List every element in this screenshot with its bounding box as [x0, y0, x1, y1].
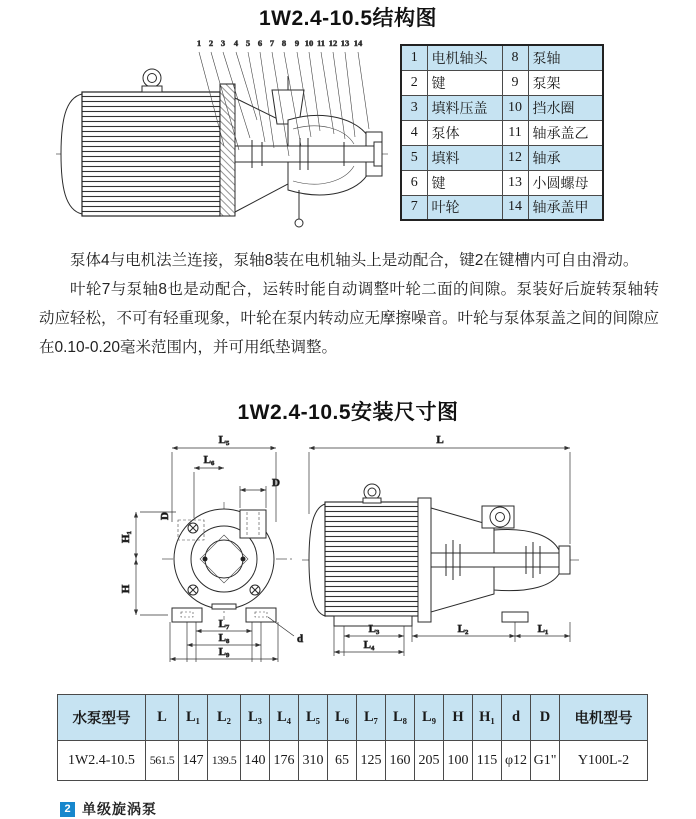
paragraph: 泵体4与电机法兰连接，泵轴8装在电机轴头上是动配合，键2在键槽内可自由滑动。 — [70, 252, 639, 269]
motor-side — [309, 484, 418, 626]
table-row — [401, 95, 603, 120]
column-header: L₄ — [270, 695, 299, 741]
callout-number: 13 — [340, 38, 350, 48]
column-header: L₇ — [357, 695, 386, 741]
paragraph: 叶轮7与泵轴8也是动配合，运转时能自动调整叶轮二面的间隙。泵装好后旋转泵轴转动应轻松，不可有轻重现象，叶轮在泵内转动应无摩擦噪音。叶轮与泵体泵盖之间的间隙应在0.10-0.20毫米范围内，并可用纸垫调整。 — [39, 281, 660, 356]
section-label: 单级旋涡泵 — [82, 801, 157, 817]
column-header: L₁ — [179, 695, 208, 741]
callout-number: 9 — [294, 38, 300, 48]
suction-port — [240, 510, 266, 538]
dim-label-L1: L₁ — [537, 623, 549, 635]
column-header: H — [444, 695, 473, 741]
motor-end-cap — [61, 94, 82, 214]
part-name: 泵架 — [528, 70, 603, 95]
table-row — [401, 120, 603, 145]
callout-number: 6 — [257, 38, 263, 48]
table-row — [401, 195, 603, 220]
part-number: 5 — [401, 145, 427, 170]
part-number: 8 — [502, 45, 528, 70]
part-name: 轴承盖乙 — [528, 120, 603, 145]
callout-number: 2 — [208, 38, 214, 48]
callout-number: 8 — [281, 38, 287, 48]
part-name: 键 — [427, 70, 502, 95]
pump-foot — [502, 612, 528, 622]
flange-side — [418, 498, 431, 622]
dim-label-H: H — [120, 584, 132, 594]
part-number: 2 — [401, 70, 427, 95]
part-name: 挡水圈 — [528, 95, 603, 120]
dim-value: 100 — [444, 741, 473, 781]
dim-value: 176 — [270, 741, 299, 781]
part-number: 11 — [502, 120, 528, 145]
column-header: 电机型号 — [560, 695, 648, 741]
part-name: 填料压盖 — [427, 95, 502, 120]
pump-model-value: 1W2.4-10.5 — [58, 741, 146, 781]
dim-value: 115 — [473, 741, 502, 781]
dim-value: G1" — [531, 741, 560, 781]
dim-label-D: D — [272, 477, 280, 489]
dim-label-L9: L₉ — [218, 646, 230, 658]
part-name: 小圆螺母 — [528, 170, 603, 195]
dim-label-L3: L₃ — [368, 623, 380, 635]
part-name: 叶轮 — [427, 195, 502, 220]
next-section-header — [60, 799, 157, 819]
callout-number: 14 — [353, 38, 363, 48]
table-row — [401, 170, 603, 195]
column-header: d — [502, 695, 531, 741]
column-header: 水泵型号 — [58, 695, 146, 741]
dim-value: 147 — [179, 741, 208, 781]
column-header: L₂ — [208, 695, 241, 741]
section-number-badge: 2 — [60, 802, 75, 817]
column-header: L — [146, 695, 179, 741]
part-number: 14 — [502, 195, 528, 220]
dim-label-L2: L₂ — [457, 623, 469, 635]
table-row — [401, 70, 603, 95]
column-header: L₅ — [299, 695, 328, 741]
column-header: L₉ — [415, 695, 444, 741]
dim-value: 125 — [357, 741, 386, 781]
callout-number: 11 — [316, 38, 326, 48]
dim-value: 205 — [415, 741, 444, 781]
motor-model-value: Y100L-2 — [560, 741, 648, 781]
dim-label-L4: L₄ — [363, 639, 375, 651]
part-name: 轴承盖甲 — [528, 195, 603, 220]
part-name: 电机轴头 — [427, 45, 502, 70]
callout-number: 7 — [269, 38, 275, 48]
dimension-table-header — [58, 695, 648, 741]
motor-body — [82, 92, 220, 216]
dim-value: 561.5 — [146, 741, 179, 781]
pump-front-view — [120, 434, 303, 662]
dim-label-L5: L₅ — [218, 434, 230, 446]
part-number: 9 — [502, 70, 528, 95]
part-number: 4 — [401, 120, 427, 145]
column-header: L₈ — [386, 695, 415, 741]
installation-dimensions-diagram — [106, 424, 588, 676]
callout-number: 3 — [220, 38, 226, 48]
motor-flange — [220, 84, 235, 216]
column-header: L₃ — [241, 695, 270, 741]
dim-value: 310 — [299, 741, 328, 781]
part-number: 12 — [502, 145, 528, 170]
column-header: L₆ — [328, 695, 357, 741]
parts-table — [400, 44, 604, 221]
end-port — [559, 546, 570, 574]
dim-label-d: d — [296, 633, 304, 645]
dim-label-H1: H₁ — [120, 531, 132, 543]
install-section-title: 1W2.4-10.5安装尺寸图 — [237, 401, 459, 424]
dim-value: 160 — [386, 741, 415, 781]
callout-number: 5 — [245, 38, 251, 48]
dimension-table-row — [58, 741, 648, 781]
callout-number: 4 — [233, 38, 239, 48]
part-number: 1 — [401, 45, 427, 70]
dim-value: 65 — [328, 741, 357, 781]
column-header: D — [531, 695, 560, 741]
motor — [61, 69, 220, 216]
pump-side — [418, 498, 570, 622]
dim-label-L: L — [436, 434, 444, 446]
part-number: 10 — [502, 95, 528, 120]
part-name: 泵轴 — [528, 45, 603, 70]
pump-side-view — [302, 434, 580, 656]
dim-value: 140 — [241, 741, 270, 781]
part-name: 键 — [427, 170, 502, 195]
callout-number: 1 — [196, 38, 202, 48]
callout-number: 10 — [304, 38, 314, 48]
description-text — [39, 246, 659, 362]
column-header: H₁ — [473, 695, 502, 741]
dim-label-L7: L₇ — [218, 618, 230, 630]
dim-label-D2: D — [159, 512, 171, 520]
table-row — [401, 45, 603, 70]
part-number: 3 — [401, 95, 427, 120]
dimension-table — [57, 694, 648, 781]
part-number: 13 — [502, 170, 528, 195]
part-name: 填料 — [427, 145, 502, 170]
table-row — [401, 145, 603, 170]
part-number: 6 — [401, 170, 427, 195]
dim-value: φ12 — [502, 741, 531, 781]
dim-label-L8: L₈ — [218, 632, 230, 644]
structure-section-title: 1W2.4-10.5结构图 — [258, 7, 438, 30]
pump-shaft — [235, 146, 374, 162]
pump-assembly — [220, 76, 382, 227]
part-name: 轴承 — [528, 145, 603, 170]
part-number: 7 — [401, 195, 427, 220]
dim-label-L6: L₆ — [203, 454, 215, 466]
pump-structure-diagram — [52, 34, 392, 234]
callout-number: 12 — [328, 38, 338, 48]
dim-value: 139.5 — [208, 741, 241, 781]
part-name: 泵体 — [427, 120, 502, 145]
